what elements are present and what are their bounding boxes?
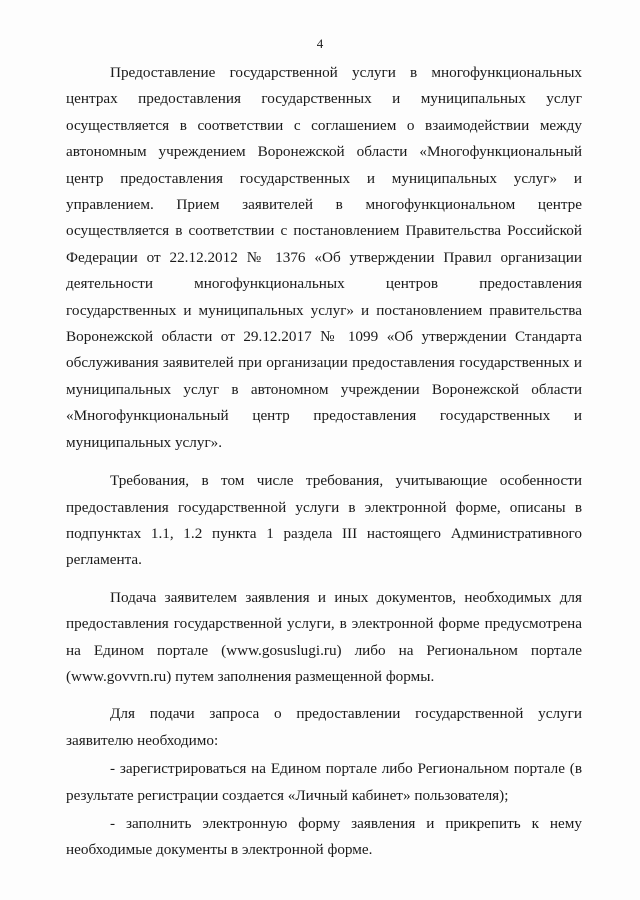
paragraph-electronic-requirements: Требования, в том числе требования, учитывающие особенности предоставления государственной услуги в электронной форме, описаны в подпунктах 1.1, 1.2 пункта 1 раздела III настоящего Административного регламента. [66,472,582,569]
paragraph-step-fill-form: - заполнить электронную форму заявления и прикрепить к нему необходимые документы в электронной форме. [66,814,582,859]
paragraph-mfc-provision: Предоставление государственной услуги в многофункциональных центрах предоставления государственных и муниципальных услуг осуществляется в соответствии с соглашением о взаимодействии между автономным учреждением Воронежской области «Многофункциональный центр предоставления государственных и муниципальных услуг» и управлением. Прием заявителей в многофункциональном центре осуществляется в соответствии с постановлением Правительства Российской Федерации от 22.12.2012 № 1376 «Об утверждении Правил организации деятельности многофункциональных центров предоставления государственных и муниципальных услуг» и постановлением правительства Воронежской области от 29.12.2017 № 1099 «Об утверждении Стандарта обслуживания заявителей при организации предоставления государственных и муниципальных услуг в автономном учреждении Воронежской области «Многофункциональный центр предоставления государственных и муниципальных услуг». [66,64,582,451]
page-number: 4 [316,36,324,51]
document-body [66,60,582,864]
paragraph-request-intro: Для подачи запроса о предоставлении государственной услуги заявителю необходимо: [66,705,582,749]
paragraph-step-register: - зарегистрироваться на Едином портале либо Региональном портале (в результате регистрации создается «Личный кабинет» пользователя); [66,760,582,804]
paragraph-electronic-submission: Подача заявителем заявления и иных документов, необходимых для предоставления государственной услуги, в электронной форме предусмотрена на Едином портале (www.gosuslugi.ru) либо на Региональном портале (www.govvrn.ru) путем заполнения размещенной формы. [66,588,582,685]
